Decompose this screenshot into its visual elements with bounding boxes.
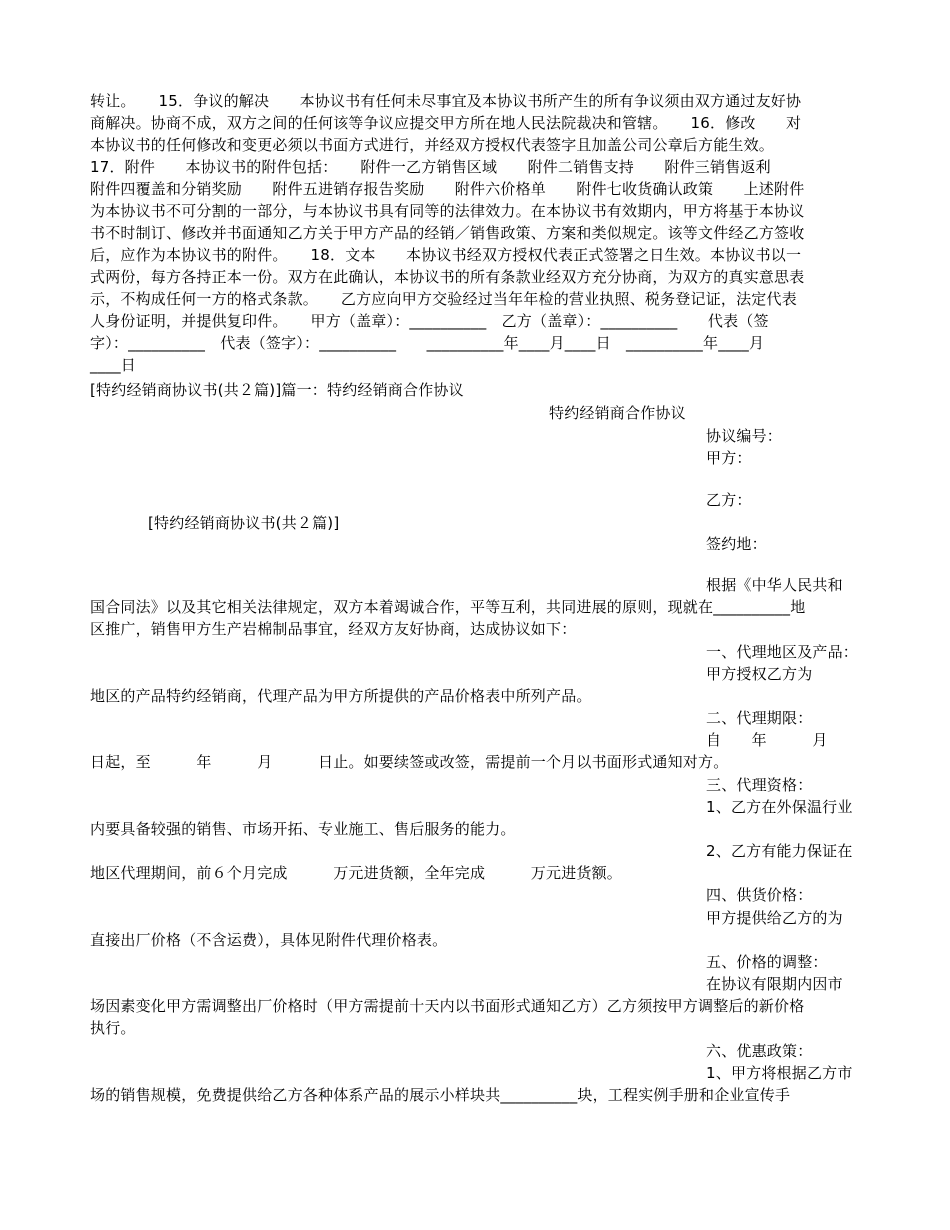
text-line: 后，应作为本协议书的附件。 18．文本 本协议书经双方授权代表正式签署之日生效。本协议书以一 xyxy=(90,246,802,264)
signing-place-label: 签约地： xyxy=(706,535,767,553)
text-line: 17．附件 本协议书的附件包括： 附件一乙方销售区域 附件二销售支持 附件三销售返利 xyxy=(90,158,771,176)
text-line: ____日 xyxy=(90,356,137,374)
text-line: 自 年 月 xyxy=(706,731,828,749)
text-line: 执行。 xyxy=(90,1019,136,1037)
clause-heading: 四、供货价格： xyxy=(706,886,813,904)
section-heading: [特约经销商协议书(共２篇)]篇一：特约经销商合作协议 xyxy=(90,381,464,399)
text-line: 1、乙方在外保温行业 xyxy=(706,798,853,816)
text-line: 书不时制订、修改并书面通知乙方关于甲方产品的经销／销售政策、方案和类似规定。该等文件经乙方签收 xyxy=(90,224,805,242)
text-line: 为本协议书不可分割的一部分，与本协议书具有同等的法律效力。在本协议书有效期内，甲方将基于本协议 xyxy=(90,202,805,220)
text-line: 日起，至 年 月 日止。如要续签或改签，需提前一个月以书面形式通知对方。 xyxy=(90,753,729,771)
text-line: 根据《中华人民共和 xyxy=(706,576,843,594)
text-line: 2、乙方有能力保证在 xyxy=(706,842,853,860)
text-line: 区推广，销售甲方生产岩棉制品事宜，经双方友好协商，达成协议如下： xyxy=(90,620,577,638)
clause-heading: 三、代理资格： xyxy=(706,776,813,794)
text-line: 人身份证明，并提供复印件。 甲方（盖章）：__________ 乙方（盖章）：__________ 代表（签 xyxy=(90,312,769,330)
clause-heading: 六、优惠政策： xyxy=(706,1042,813,1060)
text-line: 1、甲方将根据乙方市 xyxy=(706,1064,853,1082)
text-line: 地区代理期间，前６个月完成 万元进货额，全年完成 万元进货额。 xyxy=(90,864,623,882)
document-subtitle: [特约经销商协议书(共２篇)] xyxy=(148,514,340,532)
text-line: 地区的产品特约经销商，代理产品为甲方所提供的产品价格表中所列产品。 xyxy=(90,687,592,705)
text-line: 本协议书的任何修改和变更必须以书面方式进行，并经双方授权代表签字且加盖公司公章后方能生效。 xyxy=(90,136,775,154)
agreement-number-label: 协议编号： xyxy=(706,427,783,445)
clause-heading: 二、代理期限： xyxy=(706,709,813,727)
text-line: 字）：__________ 代表（签字）：__________ __________年____月____日 __________年____月 xyxy=(90,334,765,352)
text-line: 示，不构成任何一方的格式条款。 乙方应向甲方交验经过当年年检的营业执照、税务登记证，法定代表 xyxy=(90,290,797,308)
text-line: 国合同法》以及其它相关法律规定，双方本着竭诚合作，平等互利，共同进展的原则，现就在__________地 xyxy=(90,598,806,616)
text-line: 甲方提供给乙方的为 xyxy=(706,909,843,927)
text-line: 转让。 15．争议的解决 本协议书有任何未尽事宜及本协议书所产生的所有争议须由双方通过友好协 xyxy=(90,92,802,110)
text-line: 场因素变化甲方需调整出厂价格时（甲方需提前十天内以书面形式通知乙方）乙方须按甲方调整后的新价格 xyxy=(90,997,805,1015)
clause-heading: 五、价格的调整： xyxy=(706,953,828,971)
text-line: 商解决。协商不成，双方之间的任何该等争议应提交甲方所在地人民法院裁决和管辖。 16．修改 对 xyxy=(90,114,802,132)
party-b-label: 乙方： xyxy=(706,491,752,509)
party-a-label: 甲方： xyxy=(706,449,752,467)
text-line: 式两份，每方各持正本一份。双方在此确认，本协议书的所有条款业经双方充分协商，为双方的真实意思表 xyxy=(90,268,805,286)
contract-title: 特约经销商合作协议 xyxy=(549,404,686,422)
text-line: 附件四覆盖和分销奖励 附件五进销存报告奖励 附件六价格单 附件七收货确认政策 上述附件 xyxy=(90,180,805,198)
text-line: 内要具备较强的销售、市场开拓、专业施工、售后服务的能力。 xyxy=(90,820,516,838)
text-line: 直接出厂价格（不含运费），具体见附件代理价格表。 xyxy=(90,931,448,949)
text-line: 在协议有限期内因市 xyxy=(706,975,843,993)
clause-heading: 一、代理地区及产品： xyxy=(706,643,859,661)
text-line: 场的销售规模，免费提供给乙方各种体系产品的展示小样块共__________块，工程实例手册和企业宣传手 xyxy=(90,1086,791,1104)
text-line: 甲方授权乙方为 xyxy=(706,665,813,683)
